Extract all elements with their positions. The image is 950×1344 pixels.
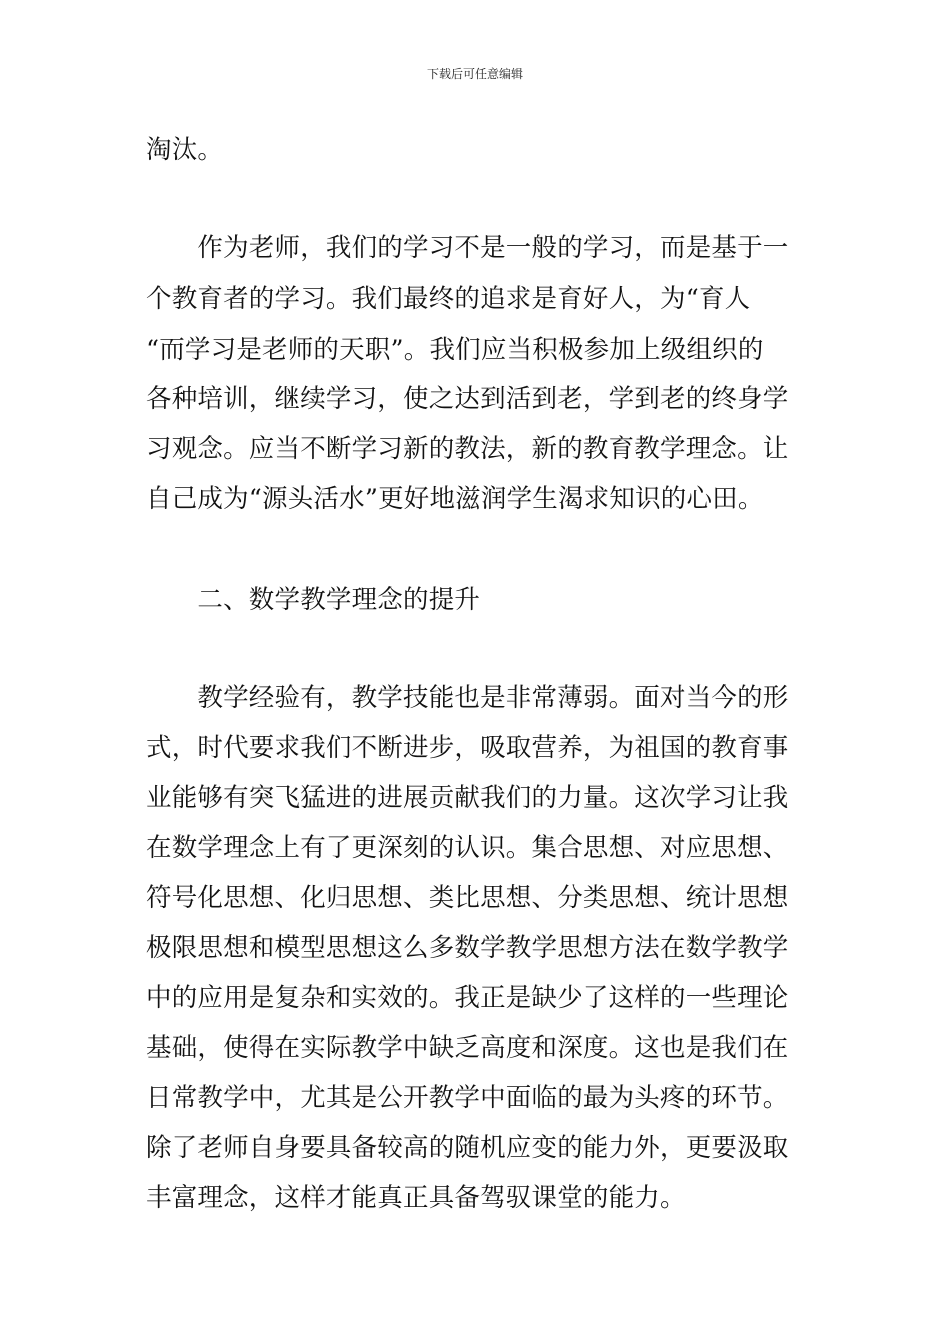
paragraph-line: 自己成为“源头活水”更好地滋润学生渴求知识的心田。 bbox=[146, 484, 764, 514]
section-heading: 二、数学教学理念的提升 bbox=[146, 585, 481, 615]
paragraph-line: 中的应用是复杂和实效的。我正是缺少了这样的一些理论 bbox=[146, 983, 789, 1013]
paragraph-line: 符号化思想、化归思想、类比思想、分类思想、统计思想 bbox=[146, 883, 789, 913]
paragraph-line: 各种培训，继续学习，使之达到活到老，学到老的终身学 bbox=[146, 384, 789, 414]
paragraph-line: 丰富理念，这样才能真正具备驾驭课堂的能力。 bbox=[146, 1183, 686, 1213]
paragraph-line: 除了老师自身要具备较高的随机应变的能力外，更要汲取 bbox=[146, 1133, 789, 1163]
paragraph-line: 个教育者的学习。我们最终的追求是育好人，为“育人 bbox=[146, 284, 751, 314]
paragraph-line: 淘汰。 bbox=[146, 135, 224, 165]
paragraph-line: “而学习是老师的天职”。我们应当积极参加上级组织的 bbox=[146, 335, 764, 365]
paragraph-line: 教学经验有，教学技能也是非常薄弱。面对当今的形 bbox=[146, 683, 789, 713]
paragraph-line: 作为老师，我们的学习不是一般的学习，而是基于一 bbox=[146, 233, 789, 263]
paragraph-line: 极限思想和模型思想这么多数学教学思想方法在数学教学 bbox=[146, 933, 789, 963]
paragraph-line: 业能够有突飞猛进的进展贡献我们的力量。这次学习让我 bbox=[146, 783, 789, 813]
paragraph-line: 基础，使得在实际教学中缺乏高度和深度。这也是我们在 bbox=[146, 1033, 789, 1063]
paragraph-line: 习观念。应当不断学习新的教法，新的教育教学理念。让 bbox=[146, 434, 789, 464]
page-header: 下载后可任意编辑 bbox=[426, 67, 523, 81]
paragraph-line: 式，时代要求我们不断进步，吸取营养，为祖国的教育事 bbox=[146, 733, 789, 763]
paragraph-line: 日常教学中，尤其是公开教学中面临的最为头疼的环节。 bbox=[146, 1083, 789, 1113]
paragraph-line: 在数学理念上有了更深刻的认识。集合思想、对应思想、 bbox=[146, 833, 789, 863]
